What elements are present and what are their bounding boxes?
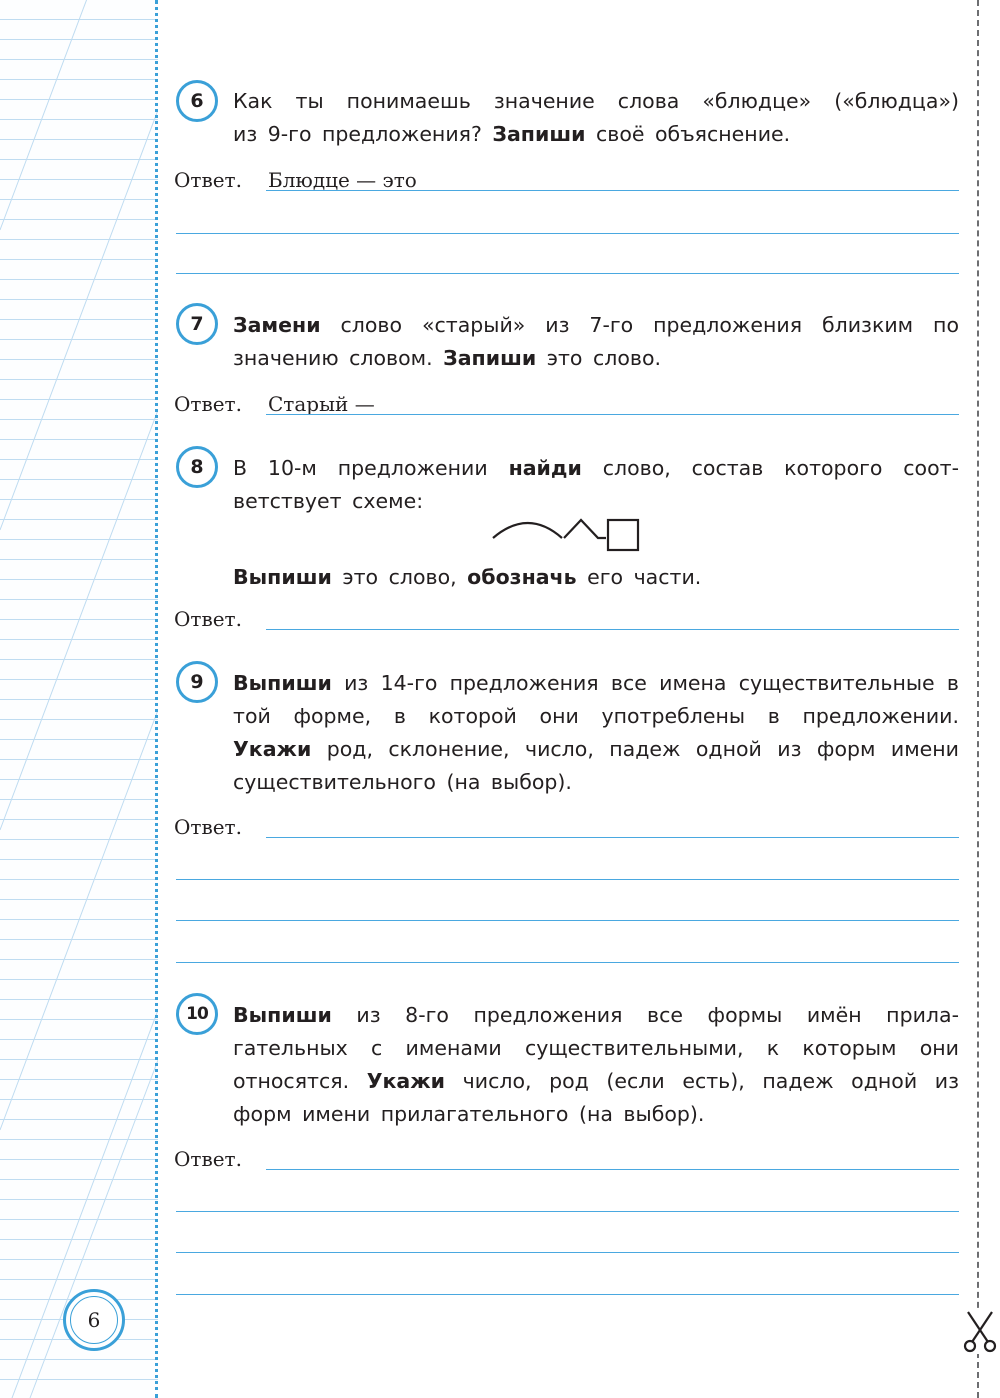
task-10-answer-line-3[interactable] [176, 1252, 959, 1253]
task-8-answer-line[interactable] [266, 629, 959, 630]
task-7-answer-label: Ответ. [174, 392, 242, 416]
task-10-answer-line-2[interactable] [176, 1211, 959, 1212]
scissors-icon [962, 1308, 998, 1354]
task-6-answer-label: Ответ. [174, 168, 242, 192]
task-7-answer-line[interactable] [266, 414, 959, 415]
task-number-9: 9 [176, 661, 218, 703]
task-9-answer-line-2[interactable] [176, 879, 959, 880]
margin-slant-lines [0, 0, 158, 1398]
task-6-answer-line-2[interactable] [176, 233, 959, 234]
task-6-answer-prefix: Блюдце — это [268, 168, 417, 192]
task-8-instruction: Выпиши это слово, обозначь его части. [233, 565, 702, 589]
task-10-answer-line-1[interactable] [266, 1169, 959, 1170]
task-number-8: 8 [176, 446, 218, 488]
task-number-6: 6 [176, 80, 218, 122]
task-6-text [233, 85, 959, 151]
task-8-text: В 10-м предложении найди слово, состав которого соответствует схеме: [233, 456, 959, 513]
task-8-answer-label: Ответ. [174, 607, 242, 631]
task-10-answer-label: Ответ. [174, 1147, 242, 1171]
task-number-7: 7 [176, 303, 218, 345]
cut-line [977, 0, 979, 1398]
ruled-margin [0, 0, 158, 1398]
margin-dotted-line [155, 0, 158, 1398]
page-number: 6 [70, 1296, 118, 1344]
task-9-answer-line-3[interactable] [176, 920, 959, 921]
task-6-answer-line-3[interactable] [176, 273, 959, 274]
task-9-text: Выпиши из 14-го предложения все имена существительные в той форме, в которой они употреблены в предложении. Укажи род, склонение, число, падеж одной из форм имени существительного (на выбор). [233, 671, 959, 794]
task-10-text: Выпиши из 8-го предложения все формы имён прилагательных с именами существительными, к которым они относятся. Укажи число, род (если есть), падеж одной из форм имени прилагательного (на выбор). [233, 1003, 959, 1126]
word-scheme-icon [490, 512, 642, 554]
task-9-answer-line-4[interactable] [176, 962, 959, 963]
task-7-answer-prefix: Старый — [268, 392, 375, 416]
task-9-answer-line-1[interactable] [266, 837, 959, 838]
task-7-text: Замени слово «старый» из 7-го предложения близким по значению словом. Запиши это слово. [233, 313, 959, 370]
page-number-badge [63, 1289, 125, 1351]
task-6-answer-line-1[interactable] [266, 190, 959, 191]
task-6-line-1: Как ты понимаешь значение слова «блюдце» («блюдца») [233, 89, 959, 113]
task-6-line-2: из 9-го предложения? Запиши своё объяснение. [233, 122, 791, 146]
task-10-answer-line-4[interactable] [176, 1294, 959, 1295]
task-9-answer-label: Ответ. [174, 815, 242, 839]
task-number-10: 10 [176, 993, 218, 1035]
